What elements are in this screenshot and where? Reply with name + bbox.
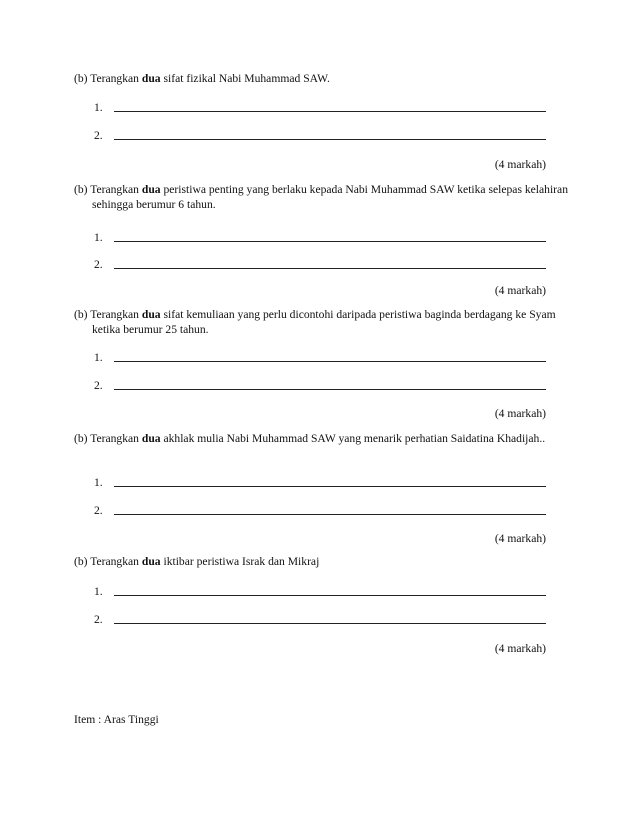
question-prefix: (b) Terangkan — [74, 72, 142, 85]
answer-number: 2. — [94, 129, 103, 142]
question-keyword: dua — [141, 555, 161, 568]
answer-number: 2. — [94, 379, 103, 392]
question-body: akhlak mulia Nabi Muhammad SAW yang menarik perhatian Saidatina Khadijah.. — [160, 432, 546, 445]
answer-blank[interactable] — [114, 241, 546, 242]
answer-line-5-1[interactable] — [74, 584, 574, 599]
question-body: sifat fizikal Nabi Muhammad SAW. — [160, 72, 330, 85]
answer-line-1-1[interactable] — [74, 100, 574, 115]
answer-number: 1. — [94, 231, 103, 244]
question-keyword: dua — [141, 308, 161, 321]
answer-number: 1. — [94, 351, 103, 364]
answer-blank[interactable] — [114, 139, 546, 140]
question-keyword: dua — [141, 72, 161, 85]
question-body: peristiwa penting yang berlaku kepada Nabi Muhammad SAW ketika selepas kelahiran sehingga berumur 6 tahun. — [92, 183, 568, 211]
answer-line-5-2[interactable] — [74, 612, 574, 627]
answer-number: 2. — [94, 258, 103, 271]
answer-blank[interactable] — [114, 268, 546, 269]
marks-label: (4 markah) — [494, 284, 546, 297]
question-keyword: dua — [141, 432, 161, 445]
answer-line-3-2[interactable] — [74, 378, 574, 393]
answer-blank[interactable] — [114, 111, 546, 112]
answer-blank[interactable] — [114, 623, 546, 624]
answer-line-4-2[interactable] — [74, 503, 574, 518]
question-prefix: (b) Terangkan — [74, 183, 142, 196]
question-prefix: (b) Terangkan — [74, 555, 142, 568]
question-1 — [74, 71, 574, 86]
question-4 — [74, 431, 574, 446]
question-text — [74, 554, 574, 569]
question-text — [74, 182, 574, 212]
marks-label: (4 markah) — [494, 532, 546, 545]
marks-label: (4 markah) — [494, 158, 546, 171]
marks-label: (4 markah) — [494, 407, 546, 420]
question-prefix: (b) Terangkan — [74, 432, 142, 445]
question-5 — [74, 554, 574, 569]
question-body: sifat kemuliaan yang perlu dicontohi daripada peristiwa baginda berdagang ke Syam ketika berumur 25 tahun. — [92, 308, 556, 336]
answer-number: 1. — [94, 585, 103, 598]
answer-line-1-2[interactable] — [74, 128, 574, 143]
answer-blank[interactable] — [114, 514, 546, 515]
answer-blank[interactable] — [114, 389, 546, 390]
question-keyword: dua — [141, 183, 161, 196]
answer-number: 2. — [94, 613, 103, 626]
question-body: iktibar peristiwa Israk dan Mikraj — [160, 555, 320, 568]
answer-line-2-1[interactable] — [74, 230, 574, 245]
answer-blank[interactable] — [114, 361, 546, 362]
answer-number: 1. — [94, 101, 103, 114]
answer-number: 2. — [94, 504, 103, 517]
item-level-footer: Item : Aras Tinggi — [74, 713, 159, 726]
answer-number: 1. — [94, 476, 103, 489]
question-text — [74, 431, 574, 446]
answer-blank[interactable] — [114, 486, 546, 487]
answer-line-4-1[interactable] — [74, 475, 574, 490]
question-2 — [74, 182, 574, 212]
marks-label: (4 markah) — [494, 642, 546, 655]
question-text — [74, 71, 574, 86]
question-3 — [74, 307, 574, 337]
question-text — [74, 307, 574, 337]
answer-line-2-2[interactable] — [74, 257, 574, 272]
answer-blank[interactable] — [114, 595, 546, 596]
answer-line-3-1[interactable] — [74, 350, 574, 365]
question-prefix: (b) Terangkan — [74, 308, 142, 321]
